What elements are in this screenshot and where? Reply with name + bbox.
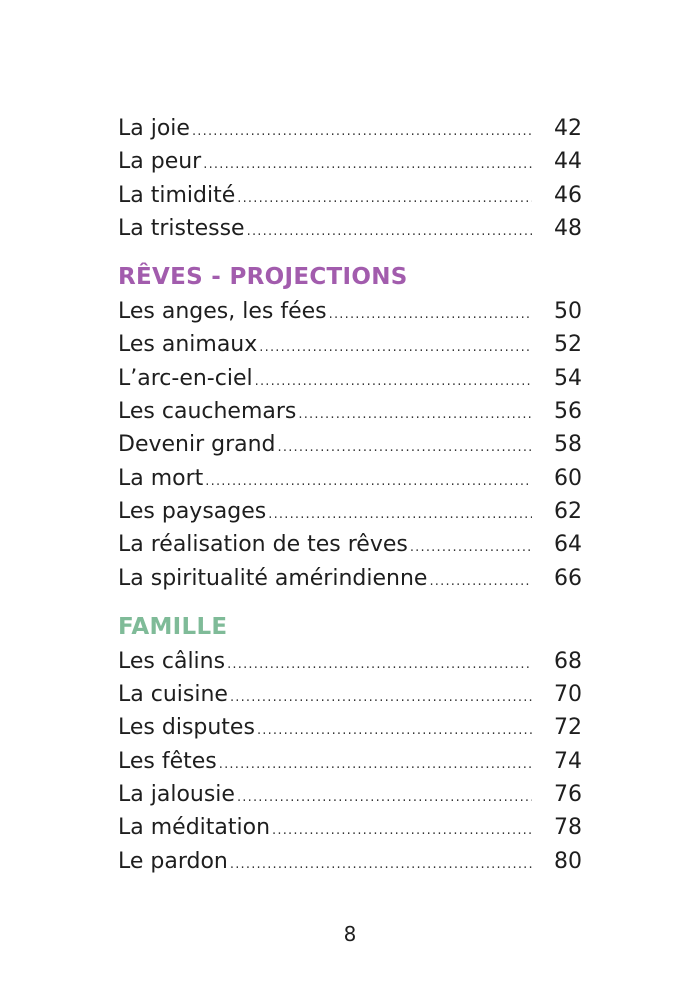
entry-page: 46 (554, 182, 582, 208)
page-number: 8 (343, 922, 357, 946)
dot-leader (230, 848, 532, 881)
toc-entry (118, 428, 582, 461)
entry-page: 58 (554, 432, 582, 458)
dot-leader (255, 365, 532, 398)
entry-page: 66 (554, 565, 582, 591)
entry-label: La joie (118, 116, 190, 141)
toc-entry (118, 112, 582, 145)
entry-label: Les paysages (118, 498, 267, 524)
dot-leader (227, 648, 532, 681)
toc-entry (118, 678, 582, 711)
dot-leader (259, 331, 532, 364)
toc-section-emotions (118, 112, 582, 245)
toc-entry (118, 811, 582, 844)
dot-leader (429, 565, 532, 598)
entry-page: 64 (554, 532, 582, 558)
dot-leader (205, 465, 532, 498)
toc-section-famille (118, 609, 582, 878)
entry-page: 70 (554, 682, 582, 708)
dot-leader (272, 814, 532, 847)
entry-page: 80 (554, 848, 582, 874)
entry-label: La mort (118, 465, 204, 491)
dot-leader (329, 298, 532, 331)
toc-entry (118, 562, 582, 595)
entry-label: Les animaux (118, 332, 258, 358)
dot-leader (237, 182, 532, 215)
entry-page: 52 (554, 332, 582, 358)
entry-label: La méditation (118, 815, 271, 841)
dot-leader (257, 714, 532, 747)
toc-entry (118, 711, 582, 744)
toc-entry (118, 328, 582, 361)
dot-leader (237, 781, 532, 814)
entry-label: La tristesse (118, 215, 245, 241)
entry-label: La spiritualité amérindienne (118, 565, 428, 591)
entry-page: 48 (554, 215, 582, 241)
entry-page: 78 (554, 815, 582, 841)
toc-entry (118, 745, 582, 778)
entry-label: Les anges, les fées (118, 299, 327, 325)
entry-page: 44 (554, 149, 582, 175)
entry-page: 76 (554, 782, 582, 808)
dot-leader (268, 498, 532, 531)
dot-leader (410, 531, 532, 564)
toc-entry (118, 179, 582, 212)
entry-label: Les fêtes (118, 748, 217, 774)
section-heading: RÊVES - PROJECTIONS (118, 264, 408, 291)
dot-leader (203, 148, 532, 181)
entry-page: 68 (554, 648, 582, 674)
table-of-contents (118, 112, 582, 878)
toc-entry (118, 528, 582, 561)
toc-entry (118, 495, 582, 528)
entry-label: Devenir grand (118, 432, 276, 458)
toc-section-reves-projections (118, 259, 582, 595)
toc-entry (118, 362, 582, 395)
entry-label: La jalousie (118, 782, 235, 808)
dot-leader (278, 431, 532, 464)
toc-entry (118, 295, 582, 328)
entry-label: La timidité (118, 182, 236, 208)
entry-label: La peur (118, 149, 202, 175)
toc-entry (118, 462, 582, 495)
section-heading: FAMILLE (118, 613, 228, 640)
entry-page: 50 (554, 299, 582, 325)
entry-page: 72 (554, 715, 582, 741)
entry-page: 56 (554, 399, 582, 425)
entry-label: L’arc-en-ciel (118, 365, 253, 391)
toc-entry (118, 778, 582, 811)
entry-page: 74 (554, 748, 582, 774)
entry-page: 60 (554, 465, 582, 491)
entry-label: Les disputes (118, 715, 255, 741)
entry-label: Les câlins (118, 648, 226, 674)
entry-label: La réalisation de tes rêves (118, 532, 408, 558)
entry-label: Le pardon (118, 848, 228, 874)
toc-entry (118, 212, 582, 245)
dot-leader (230, 681, 532, 714)
entry-label: Les cauchemars (118, 399, 297, 425)
dot-leader (219, 748, 532, 781)
dot-leader (298, 398, 532, 431)
toc-entry (118, 395, 582, 428)
dot-leader (192, 115, 532, 148)
toc-entry (118, 145, 582, 178)
toc-entry (118, 845, 582, 878)
dot-leader (247, 215, 532, 248)
toc-entry (118, 645, 582, 678)
entry-page: 62 (554, 498, 582, 524)
entry-label: La cuisine (118, 682, 228, 708)
entry-page: 42 (554, 116, 582, 141)
entry-page: 54 (554, 365, 582, 391)
